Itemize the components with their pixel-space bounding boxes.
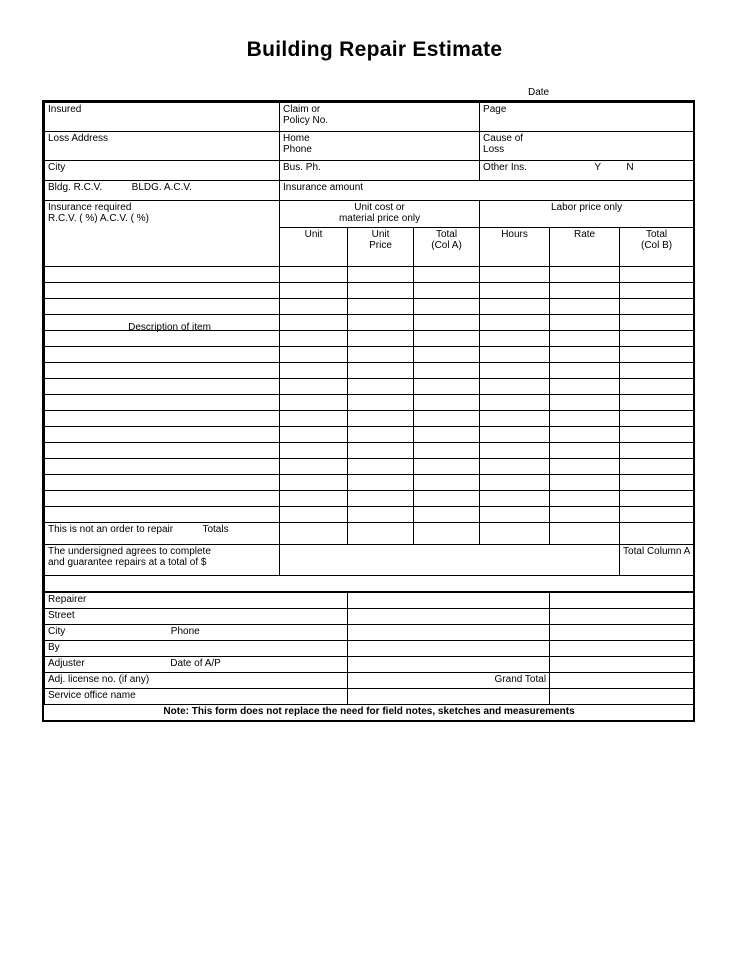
cell-rate[interactable] — [550, 427, 620, 443]
field-insurance-required[interactable] — [45, 201, 280, 267]
col-header-unit-price — [348, 228, 414, 267]
col-header-description: Description of item — [128, 322, 211, 333]
col-header-total-b-l1: Total — [646, 229, 668, 240]
cell-rate[interactable] — [550, 411, 620, 427]
cell-unit-price[interactable] — [348, 443, 414, 459]
cell-description[interactable] — [45, 507, 280, 523]
cell-rate[interactable] — [550, 379, 620, 395]
cell-unit-price[interactable] — [348, 411, 414, 427]
footer-row-service-office — [45, 689, 694, 705]
cell-total-a[interactable] — [414, 315, 480, 331]
cell-rate[interactable] — [550, 491, 620, 507]
cell-hours[interactable] — [480, 395, 550, 411]
field-cause-label-2: Loss — [483, 144, 505, 155]
cell-total-b[interactable] — [620, 299, 694, 315]
cell-total-a[interactable] — [414, 491, 480, 507]
cell-unit-price[interactable] — [348, 427, 414, 443]
field-home-label-1: Home — [283, 133, 310, 144]
field-repairer[interactable] — [45, 592, 348, 609]
cell-description[interactable] — [45, 395, 280, 411]
cell-rate[interactable] — [550, 475, 620, 491]
cell-total-b[interactable] — [620, 507, 694, 523]
field-rcv-acv-percent: R.C.V. ( %) A.C.V. ( %) — [48, 213, 149, 224]
cell-rate[interactable] — [550, 507, 620, 523]
cell-unit-price[interactable] — [348, 507, 414, 523]
cell-rate[interactable] — [550, 363, 620, 379]
header-row-insurance-required — [45, 201, 694, 228]
col-header-total-a — [414, 228, 480, 267]
field-by-value[interactable] — [348, 641, 550, 657]
header-row-loss-address — [45, 132, 694, 161]
field-bldg-rcv-label: Bldg. R.C.V. — [48, 182, 103, 193]
cell-description[interactable] — [45, 459, 280, 475]
header-row-bldg-rcv — [45, 181, 694, 201]
col-header-hours-label: Hours — [501, 229, 528, 240]
total-column-a-cell — [620, 545, 694, 576]
cell-hours[interactable] — [480, 299, 550, 315]
cell-hours[interactable] — [480, 459, 550, 475]
cell-rate[interactable] — [550, 443, 620, 459]
cell-unit[interactable] — [280, 491, 348, 507]
field-home-phone[interactable] — [280, 132, 480, 161]
field-claim-label-1: Claim or — [283, 104, 321, 115]
field-adjuster-label: Adjuster — [48, 658, 85, 669]
table-row[interactable] — [45, 267, 694, 283]
table-row[interactable] — [45, 395, 694, 411]
cell-description[interactable] — [45, 267, 280, 283]
cell-total-a[interactable] — [414, 283, 480, 299]
cell-hours[interactable] — [480, 507, 550, 523]
col-header-total-b — [620, 228, 694, 267]
field-page[interactable] — [480, 103, 694, 132]
totals-unit-price[interactable] — [348, 523, 414, 545]
footer-row-city-phone — [45, 625, 694, 641]
field-other-ins-no[interactable]: N — [626, 162, 634, 173]
cell-total-a[interactable] — [414, 443, 480, 459]
col-header-rate — [550, 228, 620, 267]
field-bus-phone-label: Bus. Ph. — [283, 162, 321, 173]
field-cause-of-loss[interactable] — [480, 132, 694, 161]
cell-total-b[interactable] — [620, 443, 694, 459]
col-header-unit-label: Unit — [304, 229, 323, 240]
cell-total-b[interactable] — [620, 363, 694, 379]
cell-total-b[interactable] — [620, 427, 694, 443]
cell-total-a[interactable] — [414, 475, 480, 491]
field-city-phone-value[interactable] — [348, 625, 550, 641]
cell-rate[interactable] — [550, 283, 620, 299]
cell-unit-price[interactable] — [348, 331, 414, 347]
field-bldg-rcv-acv[interactable] — [45, 181, 280, 201]
field-insurance-amount-label: Insurance amount — [283, 182, 364, 193]
spacer-cell — [45, 576, 694, 593]
section-spacer — [45, 576, 694, 593]
field-adjuster-value[interactable] — [348, 657, 550, 673]
field-service-office-value[interactable] — [348, 689, 550, 705]
col-header-total-b-l2: (Col B) — [641, 240, 673, 251]
cell-hours[interactable] — [480, 443, 550, 459]
cell-total-b[interactable] — [620, 459, 694, 475]
cell-unit[interactable] — [280, 347, 348, 363]
cell-total-a[interactable] — [414, 347, 480, 363]
field-repairer-value[interactable] — [348, 592, 550, 609]
cell-total-a[interactable] — [414, 363, 480, 379]
field-by[interactable] — [45, 641, 348, 657]
col-header-rate-label: Rate — [573, 229, 596, 240]
cell-total-b[interactable] — [620, 379, 694, 395]
col-header-hours — [480, 228, 550, 267]
field-insurance-amount[interactable] — [280, 181, 694, 201]
cell-description[interactable] — [45, 363, 280, 379]
cell-total-a[interactable] — [414, 507, 480, 523]
field-service-office[interactable] — [45, 689, 348, 705]
field-adj-license-label: Adj. license no. (if any) — [48, 674, 150, 685]
cell-description[interactable] — [45, 347, 280, 363]
col-header-unit — [280, 228, 348, 267]
cell-hours[interactable] — [480, 315, 550, 331]
not-an-order-label: This is not an order to repair — [48, 524, 174, 535]
totals-total-a[interactable] — [414, 523, 480, 545]
field-insurance-required-label: Insurance required — [48, 202, 132, 213]
grand-total-label: Grand Total — [494, 674, 547, 685]
cell-total-b[interactable] — [620, 411, 694, 427]
field-cause-label-1: Cause of — [483, 133, 524, 144]
undersigned-amount-cell[interactable] — [280, 545, 620, 576]
field-repairer-label: Repairer — [48, 594, 87, 605]
header-row-insured — [45, 103, 694, 132]
date-label: Date — [528, 87, 550, 98]
labor-group-header — [480, 201, 694, 228]
cell-description[interactable] — [45, 491, 280, 507]
footer-row-repairer — [45, 592, 694, 609]
cell-unit[interactable] — [280, 427, 348, 443]
cell-total-b[interactable] — [620, 331, 694, 347]
cell-unit[interactable] — [280, 299, 348, 315]
cell-total-a[interactable] — [414, 427, 480, 443]
footer-row-street — [45, 609, 694, 625]
form-note: Note: This form does not replace the need for field notes, sketches and measurements — [45, 705, 694, 721]
unit-cost-header-line2: material price only — [338, 213, 421, 224]
field-home-label-2: Phone — [283, 144, 312, 155]
cell-total-b[interactable] — [620, 283, 694, 299]
totals-unit[interactable] — [280, 523, 348, 545]
cell-unit[interactable] — [280, 475, 348, 491]
totals-total-b[interactable] — [620, 523, 694, 545]
cell-hours[interactable] — [480, 331, 550, 347]
form-grid — [44, 102, 694, 720]
cell-total-b[interactable] — [620, 347, 694, 363]
cell-total-a[interactable] — [414, 395, 480, 411]
field-other-ins-label: Other Ins. — [483, 162, 527, 173]
cell-hours[interactable] — [480, 379, 550, 395]
field-insured-label: Insured — [48, 104, 82, 115]
footer-row-by — [45, 641, 694, 657]
table-row[interactable] — [45, 347, 694, 363]
cell-description[interactable] — [45, 427, 280, 443]
table-row[interactable] — [45, 411, 694, 427]
cell-unit[interactable] — [280, 395, 348, 411]
field-insured[interactable] — [45, 103, 280, 132]
cell-unit-price[interactable] — [348, 459, 414, 475]
col-header-total-a-l1: Total — [435, 229, 458, 240]
col-header-total-a-l2: (Col A) — [431, 240, 462, 251]
cell-rate[interactable] — [550, 267, 620, 283]
table-row[interactable] — [45, 459, 694, 475]
header-row-city — [45, 161, 694, 181]
field-other-ins[interactable] — [480, 161, 694, 181]
field-city[interactable] — [45, 161, 280, 181]
cell-unit[interactable] — [280, 459, 348, 475]
field-service-office-label: Service office name — [48, 690, 136, 701]
cell-hours[interactable] — [480, 475, 550, 491]
cell-total-b[interactable] — [620, 475, 694, 491]
cell-unit[interactable] — [280, 507, 348, 523]
grand-total-label-cell — [348, 673, 550, 689]
cell-total-a[interactable] — [414, 459, 480, 475]
cell-unit-price[interactable] — [348, 315, 414, 331]
field-adjuster-extra[interactable] — [550, 657, 694, 673]
field-service-office-extra[interactable] — [550, 689, 694, 705]
cell-hours[interactable] — [480, 283, 550, 299]
field-city-label: City — [48, 162, 66, 173]
field-claim-policy[interactable] — [280, 103, 480, 132]
undersigned-row — [45, 545, 694, 576]
estimate-form — [42, 100, 695, 722]
field-street-extra[interactable] — [550, 609, 694, 625]
cell-description[interactable] — [45, 475, 280, 491]
field-bldg-acv-label: BLDG. A.C.V. — [131, 182, 192, 193]
cell-unit[interactable] — [280, 267, 348, 283]
field-claim-label-2: Policy No. — [283, 115, 329, 126]
undersigned-line1: The undersigned agrees to complete — [48, 546, 211, 557]
cell-unit-price[interactable] — [348, 363, 414, 379]
not-an-order-cell — [45, 523, 280, 545]
unit-cost-group-header — [280, 201, 480, 228]
table-row[interactable] — [45, 507, 694, 523]
cell-unit-price[interactable] — [348, 491, 414, 507]
undersigned-line2: and guarantee repairs at a total of $ — [48, 557, 207, 568]
field-loss-address[interactable] — [45, 132, 280, 161]
cell-hours[interactable] — [480, 491, 550, 507]
cell-total-a[interactable] — [414, 267, 480, 283]
cell-unit-price[interactable] — [348, 395, 414, 411]
cell-rate[interactable] — [550, 315, 620, 331]
field-footer-city-label: City — [48, 626, 66, 637]
page-title: Building Repair Estimate — [246, 38, 503, 61]
cell-total-a[interactable] — [414, 379, 480, 395]
field-adj-license[interactable] — [45, 673, 348, 689]
field-bus-phone[interactable] — [280, 161, 480, 181]
cell-unit-price[interactable] — [348, 267, 414, 283]
totals-row — [45, 523, 694, 545]
table-row[interactable] — [45, 379, 694, 395]
grand-total-value[interactable] — [550, 673, 694, 689]
footer-row-adjuster — [45, 657, 694, 673]
cell-total-a[interactable] — [414, 331, 480, 347]
cell-total-a[interactable] — [414, 299, 480, 315]
cell-unit[interactable] — [280, 363, 348, 379]
field-city-phone[interactable] — [45, 625, 348, 641]
table-row[interactable] — [45, 363, 694, 379]
cell-total-b[interactable] — [620, 491, 694, 507]
cell-unit-price[interactable] — [348, 379, 414, 395]
cell-hours[interactable] — [480, 363, 550, 379]
totals-label: Totals — [202, 524, 229, 535]
cell-hours[interactable] — [480, 411, 550, 427]
cell-unit[interactable] — [280, 379, 348, 395]
field-other-ins-yes[interactable]: Y — [594, 162, 601, 173]
field-adjuster[interactable] — [45, 657, 348, 673]
cell-unit-price[interactable] — [348, 347, 414, 363]
cell-hours[interactable] — [480, 347, 550, 363]
cell-rate[interactable] — [550, 347, 620, 363]
note-row — [45, 705, 694, 721]
table-row[interactable] — [45, 299, 694, 315]
cell-hours[interactable] — [480, 427, 550, 443]
table-row[interactable] — [45, 491, 694, 507]
cell-description[interactable] — [45, 299, 280, 315]
field-footer-phone-label: Phone — [170, 626, 200, 637]
cell-total-b[interactable] — [620, 395, 694, 411]
cell-unit-price[interactable] — [348, 299, 414, 315]
footer-row-adj-license — [45, 673, 694, 689]
cell-unit[interactable] — [280, 443, 348, 459]
labor-header-line: Labor price only — [550, 202, 623, 213]
cell-unit-price[interactable] — [348, 283, 414, 299]
cell-unit[interactable] — [280, 283, 348, 299]
field-date-of-ap-label: Date of A/P — [170, 658, 221, 669]
field-loss-address-label: Loss Address — [48, 133, 109, 144]
col-header-unit-price-l2: Price — [369, 240, 392, 251]
cell-hours[interactable] — [480, 267, 550, 283]
undersigned-cell — [45, 545, 280, 576]
cell-description[interactable] — [45, 283, 280, 299]
cell-total-b[interactable] — [620, 315, 694, 331]
table-row[interactable] — [45, 443, 694, 459]
cell-rate[interactable] — [550, 459, 620, 475]
field-page-label: Page — [483, 104, 507, 115]
table-row[interactable] — [45, 427, 694, 443]
cell-rate[interactable] — [550, 299, 620, 315]
field-by-label: By — [48, 642, 60, 653]
cell-total-a[interactable] — [414, 411, 480, 427]
table-row[interactable] — [45, 283, 694, 299]
total-column-a-label: Total Column A — [623, 546, 691, 557]
unit-cost-header-line1: Unit cost or — [354, 202, 405, 213]
col-header-unit-price-l1: Unit — [371, 229, 390, 240]
field-street[interactable] — [45, 609, 348, 625]
cell-rate[interactable] — [550, 331, 620, 347]
field-street-label: Street — [48, 610, 75, 621]
table-row[interactable] — [45, 475, 694, 491]
field-street-value[interactable] — [348, 609, 550, 625]
cell-rate[interactable] — [550, 395, 620, 411]
totals-rate[interactable] — [550, 523, 620, 545]
field-city-phone-extra[interactable] — [550, 625, 694, 641]
field-repairer-extra[interactable] — [550, 592, 694, 609]
field-by-extra[interactable] — [550, 641, 694, 657]
cell-unit-price[interactable] — [348, 475, 414, 491]
cell-description[interactable] — [45, 411, 280, 427]
cell-description[interactable] — [45, 443, 280, 459]
totals-hours[interactable] — [480, 523, 550, 545]
cell-total-b[interactable] — [620, 267, 694, 283]
cell-description[interactable] — [45, 379, 280, 395]
cell-unit[interactable] — [280, 411, 348, 427]
